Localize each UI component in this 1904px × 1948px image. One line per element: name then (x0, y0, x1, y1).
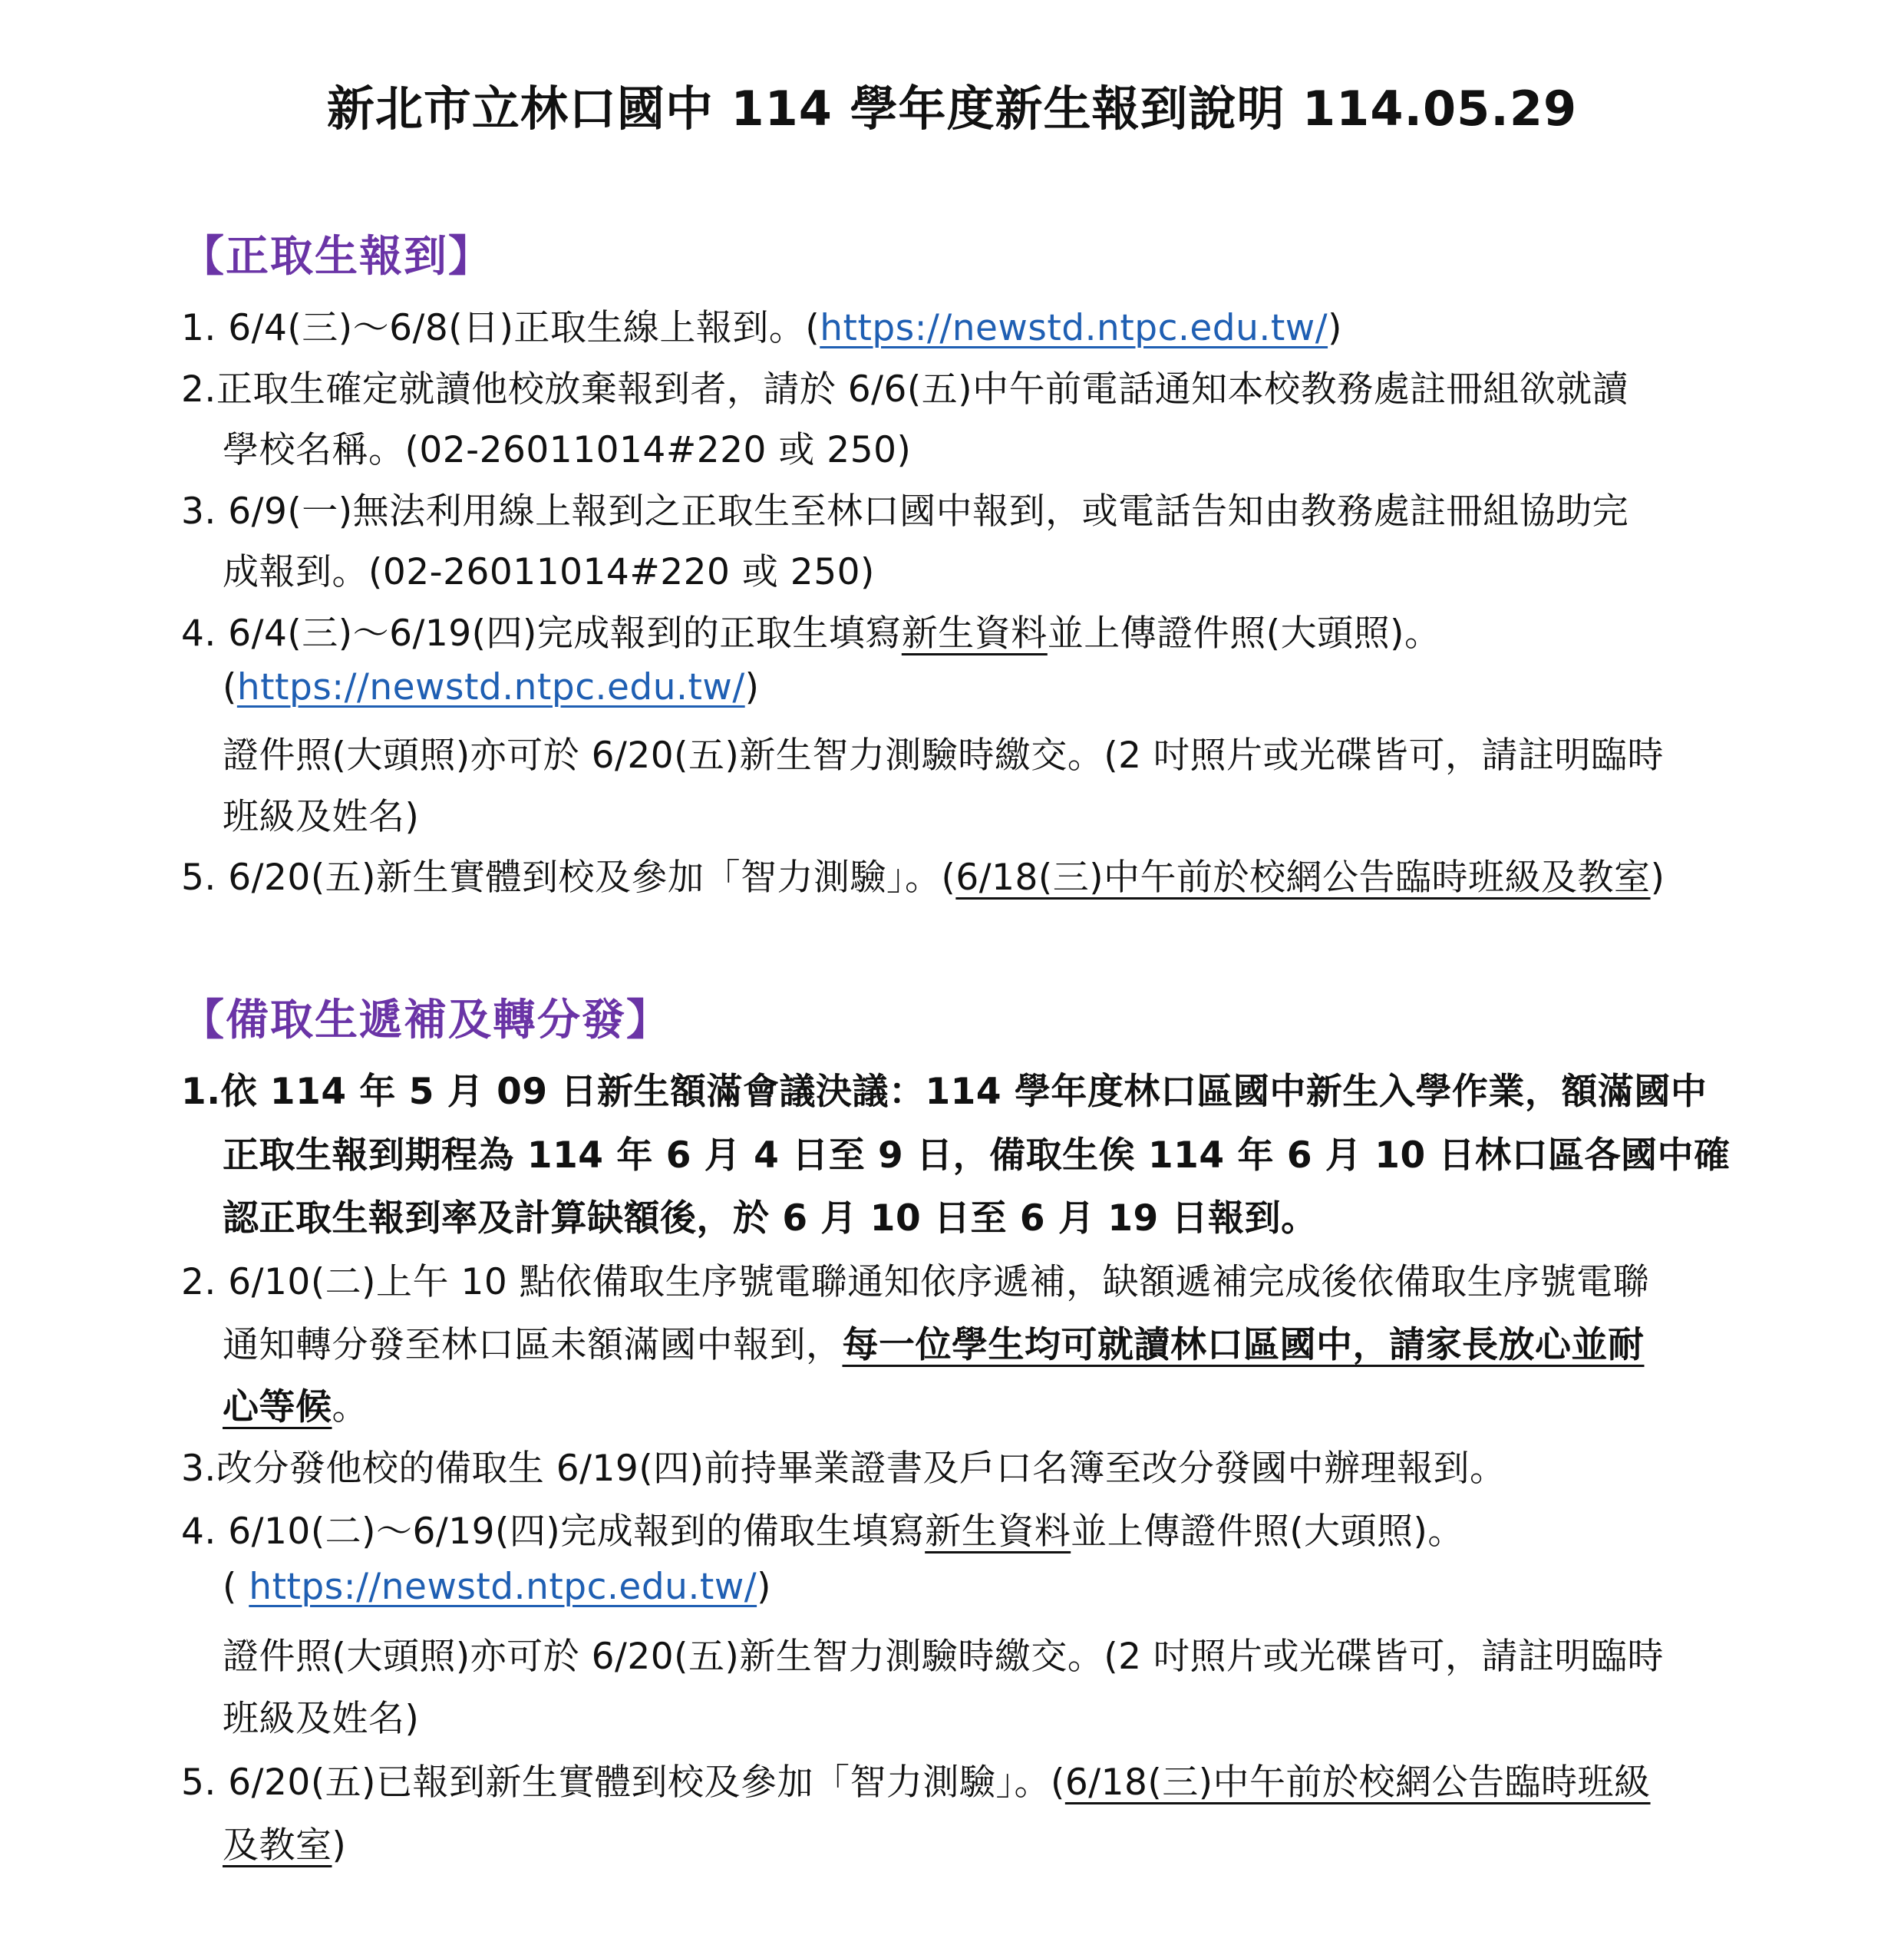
regular-item-4-line-2 (223, 666, 760, 708)
regular-item-4-open-paren: ( (223, 666, 237, 708)
regular-item-4-text: 4. 6/4(三)～6/19(四)完成報到的正取生填寫 (181, 612, 902, 655)
regular-item-5-text: 5. 6/20(五)新生實體到校及參加「智力測驗」。( (181, 857, 956, 899)
waitlist-item-5-close: ) (332, 1824, 347, 1867)
regular-item-3-line-1: 3. 6/9(一)無法利用線上報到之正取生至林口國中報到，或電話告知由教務處註冊組協助完 (181, 490, 1629, 533)
section-heading-regular-admission: 【正取生報到】 (181, 232, 493, 282)
waitlist-item-5-line-2 (223, 1817, 346, 1868)
regular-item-5-underlined: 6/18(三)中午前於校網公告臨時班級及教室 (955, 857, 1651, 899)
regular-item-1-text: 1. 6/4(三)～6/8(日)正取生線上報到。( (181, 307, 820, 349)
waitlist-item-2-emphasis: 每一位學生均可就讀林口區國中，請家長放心並耐 (842, 1324, 1645, 1366)
regular-item-3-line-2: 成報到。(02-26011014#220 或 250) (223, 551, 875, 593)
waitlist-item-2-line-2 (223, 1316, 1645, 1368)
waitlist-item-2-line-1: 2. 6/10(二)上午 10 點依備取生序號電聯通知依序遞補，缺額遞補完成後依備取生序號電聯 (181, 1261, 1650, 1303)
regular-item-5-close: ) (1650, 857, 1665, 899)
waitlist-item-4-open-paren: ( (223, 1566, 249, 1608)
regular-item-1 (181, 299, 1342, 351)
registration-link[interactable]: https://newstd.ntpc.edu.tw/ (236, 666, 745, 708)
regular-item-4-line-1 (181, 605, 1441, 656)
regular-item-4-line-3: 證件照(大頭照)亦可於 6/20(五)新生智力測驗時繳交。(2 吋照片或光碟皆可，請註明臨時 (223, 735, 1665, 777)
waitlist-item-2-line-3 (223, 1378, 368, 1430)
waitlist-item-4-line-1 (181, 1503, 1464, 1554)
waitlist-item-5-underlined: 6/18(三)中午前於校網公告臨時班級 (1064, 1761, 1651, 1804)
regular-item-4-text-end: 並上傳證件照(大頭照)。 (1047, 612, 1441, 655)
waitlist-item-2-text: 通知轉分發至林口區未額滿國中報到， (223, 1324, 843, 1366)
waitlist-item-4-line-3: 證件照(大頭照)亦可於 6/20(五)新生智力測驗時繳交。(2 吋照片或光碟皆可，請註明臨時 (223, 1636, 1665, 1678)
new-student-data-link[interactable]: 新生資料 (925, 1511, 1071, 1553)
waitlist-item-4-text-end: 並上傳證件照(大頭照)。 (1071, 1511, 1464, 1553)
waitlist-item-3: 3.改分發他校的備取生 6/19(四)前持畢業證書及戶口名簿至改分發國中辦理報到。 (181, 1448, 1506, 1490)
registration-link[interactable]: https://newstd.ntpc.edu.tw/ (249, 1566, 757, 1608)
waitlist-item-5-line-1 (181, 1754, 1651, 1805)
regular-item-1-close: ) (1328, 307, 1342, 349)
waitlist-item-4-line-2 (223, 1566, 771, 1608)
waitlist-item-5-underlined-end: 及教室 (223, 1824, 332, 1867)
new-student-data-link[interactable]: 新生資料 (901, 612, 1048, 655)
waitlist-item-2-period: 。 (332, 1386, 368, 1428)
section-heading-waitlist: 【備取生遞補及轉分發】 (181, 995, 671, 1045)
waitlist-item-4-close-paren: ) (757, 1566, 771, 1608)
waitlist-item-2-emphasis-end: 心等候 (223, 1386, 332, 1428)
regular-item-2-line-2: 學校名稱。(02-26011014#220 或 250) (223, 429, 912, 471)
regular-item-4-line-4: 班級及姓名) (223, 796, 420, 838)
waitlist-item-4-line-4: 班級及姓名) (223, 1698, 420, 1740)
regular-item-4-close-paren: ) (744, 666, 760, 708)
waitlist-item-1-line-2: 正取生報到期程為 114 年 6 月 4 日至 9 日，備取生俟 114 年 6 月 10 日林口區各國中確 (223, 1134, 1731, 1177)
page-title: 新北市立林口國中 114 學年度新生報到說明 114.05.29 (326, 81, 1578, 137)
waitlist-item-1-line-1: 1.依 114 年 5 月 09 日新生額滿會議決議：114 學年度林口區國中新生入學作業，額滿國中 (181, 1071, 1708, 1113)
registration-link[interactable]: https://newstd.ntpc.edu.tw/ (820, 307, 1328, 349)
waitlist-item-4-text: 4. 6/10(二)～6/19(四)完成報到的備取生填寫 (181, 1511, 926, 1553)
regular-item-5 (181, 849, 1665, 900)
waitlist-item-5-text: 5. 6/20(五)已報到新生實體到校及參加「智力測驗」。( (181, 1761, 1065, 1804)
regular-item-2-line-1: 2.正取生確定就讀他校放棄報到者，請於 6/6(五)中午前電話通知本校教務處註冊組欲就讀 (181, 368, 1629, 411)
waitlist-item-1-line-3: 認正取生報到率及計算缺額後，於 6 月 10 日至 6 月 19 日報到。 (223, 1197, 1318, 1240)
